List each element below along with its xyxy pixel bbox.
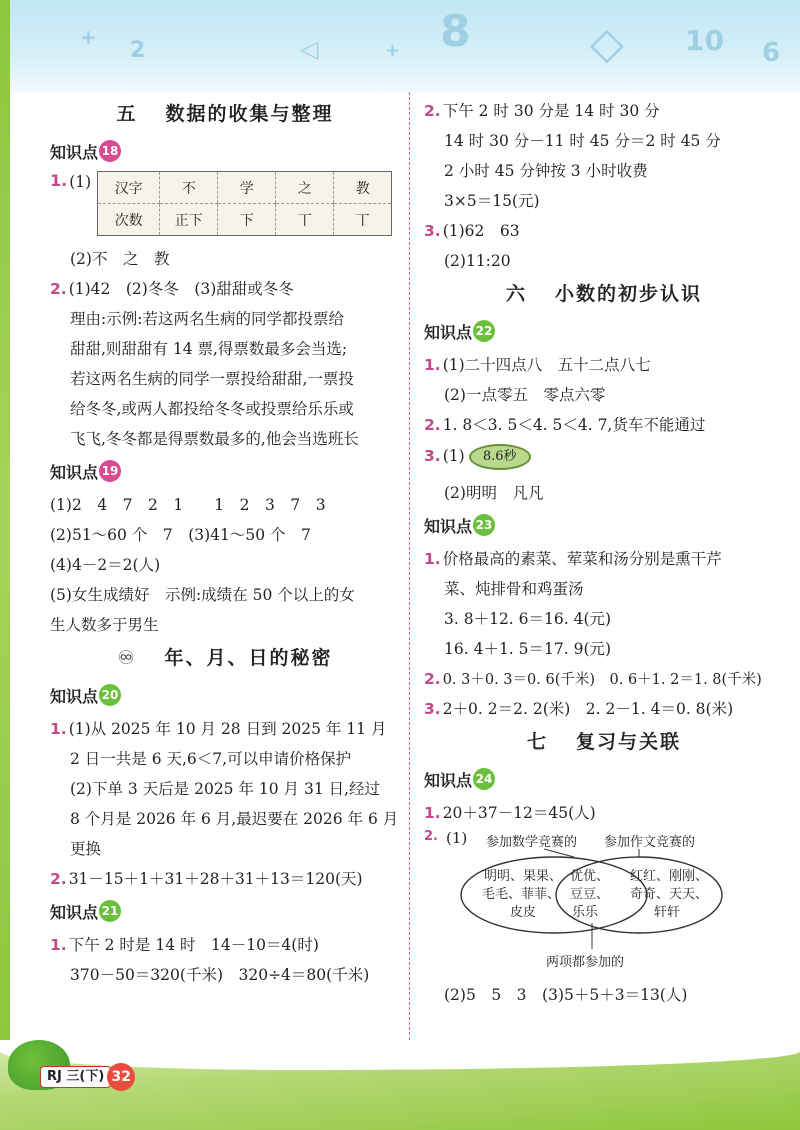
answer-line: 20＋37－12＝45(人) [442, 804, 596, 822]
venn-label-writing: 参加作文竞赛的 [604, 835, 696, 850]
kp-number-badge: 23 [473, 514, 495, 536]
sub-question-label: (1) [69, 173, 92, 191]
venn-label-both: 两项都参加的 [546, 955, 625, 970]
section-heading: 小数的初步认识 [555, 283, 703, 305]
answer-line: 3×5＝15(元) [444, 192, 540, 210]
table-cell: 学 [218, 172, 276, 204]
answer-line: (1)从 2025 年 10 月 28 日到 2025 年 11 月 [68, 720, 387, 738]
question-number: 3. [424, 447, 441, 465]
question-number: 1. [424, 550, 441, 568]
section-heading: 复习与关联 [576, 731, 682, 753]
answer-line: 2 日一共是 6 天,6＜7,可以申请价格保护 [70, 750, 352, 768]
answer-line: 甜甜,则甜甜有 14 票,得票数最多会当选; [70, 340, 348, 358]
answer-line: 下午 2 时 30 分是 14 时 30 分 [442, 102, 660, 120]
answer-line: 3. 8＋12. 6＝16. 4(元) [444, 610, 612, 628]
answer-line: 给冬冬,或两人都投给冬冬或投票给乐乐或 [70, 400, 354, 418]
leader-line [544, 849, 574, 857]
answer-line: 生人数多于男生 [50, 616, 159, 634]
table-cell: 丅 [276, 204, 334, 236]
kp-label: 知识点 [424, 516, 473, 536]
question-number: 2. [424, 829, 438, 844]
table-cell: 正下 [160, 204, 218, 236]
question-number: 1. [424, 804, 441, 822]
header-banner [0, 0, 800, 92]
kp-number-badge: 18 [99, 140, 121, 162]
answer-line: 0. 3＋0. 3＝0. 6(千米) 0. 6＋1. 2＝1. 8(千米) [442, 672, 762, 688]
venn-left-item: 毛毛、菲菲、 [482, 887, 561, 902]
sub-question-label: (1) [446, 829, 468, 847]
answer-line: (2)51～60 个 7 (3)41～50 个 7 [50, 526, 311, 544]
answer-line: (2)明明 凡凡 [444, 484, 544, 502]
left-edge-strip [0, 0, 10, 1050]
answer-line: (2)5 5 3 (3)5＋5＋3＝13(人) [444, 986, 688, 1004]
section-number: ♾ [117, 647, 137, 669]
section-heading: 年、月、日的秘密 [164, 647, 333, 669]
venn-left-item: 皮皮 [510, 905, 537, 920]
answer-line: 2＋0. 2＝2. 2(米) 2. 2－1. 4＝0. 8(米) [442, 700, 734, 718]
venn-left-item: 明明、果果、 [484, 869, 563, 884]
knowledge-point-24 [424, 761, 784, 797]
venn-both-item: 豆豆、 [570, 887, 610, 902]
kp-label: 知识点 [50, 902, 99, 922]
decor-plus-icon: + [80, 25, 97, 49]
table-cell: 下 [218, 204, 276, 236]
answer-line: 31－15＋1＋31＋28＋31＋13＝120(天) [68, 870, 363, 888]
question-number: 1. [50, 171, 68, 190]
answer-line: 14 时 30 分－11 时 45 分＝2 时 45 分 [444, 132, 721, 150]
answer-line: (2)下单 3 天后是 2025 年 10 月 31 日,经过 [70, 780, 381, 798]
answer-line: (1)2 4 7 2 1 1 2 3 7 3 [50, 496, 326, 514]
answer-line: (2)一点零五 零点六零 [444, 386, 606, 404]
question-number: 2. [424, 416, 441, 434]
answer-line: 价格最高的素菜、荤菜和汤分别是熏干芹 [442, 550, 722, 568]
decor-digit-icon: 8 [440, 6, 471, 57]
answer-line: 370－50＝320(千米) 320÷4＝80(千米) [70, 966, 370, 984]
knowledge-point-19 [50, 453, 400, 489]
section-title-5 [50, 95, 400, 133]
tally-table [97, 171, 392, 236]
knowledge-point-20 [50, 677, 400, 713]
venn-both-item: 优优、 [570, 869, 610, 884]
table-cell: 丅 [334, 204, 392, 236]
decor-digit-icon: 10 [685, 24, 724, 57]
venn-both-item: 乐乐 [572, 905, 599, 920]
venn-label-math: 参加数学竞赛的 [486, 835, 578, 850]
decor-triangle-icon: ◁ [300, 35, 319, 63]
answer-line: 8 个月是 2026 年 6 月,最迟要在 2026 年 6 月 [70, 810, 399, 828]
question-number: 3. [424, 222, 441, 240]
table-cell: 次数 [114, 212, 143, 229]
question-number: 3. [424, 700, 441, 718]
question-number: 2. [50, 870, 67, 888]
right-column [424, 95, 784, 1009]
decor-plus-icon: + [385, 40, 401, 61]
section-title-7 [424, 723, 784, 761]
section-number: 六 [505, 283, 527, 305]
answer-bubble: 8.6秒 [469, 444, 531, 470]
question-number: 2. [424, 670, 441, 688]
question-number: 2. [50, 280, 67, 298]
venn-diagram [424, 827, 784, 979]
knowledge-point-21 [50, 893, 400, 929]
answer-line: (1)42 (2)冬冬 (3)甜甜或冬冬 [68, 280, 294, 298]
decor-digit-icon: 2 [130, 38, 146, 63]
table-cell: 汉字 [98, 172, 160, 204]
edition-tag: RJ 三(下) [40, 1066, 111, 1088]
kp-label: 知识点 [50, 142, 99, 162]
answer-line: 飞飞,冬冬都是得票数最多的,他会当选班长 [70, 430, 359, 448]
venn-right-item: 轩轩 [654, 905, 681, 920]
question-number: 1. [50, 720, 67, 738]
question-number: 2. [424, 102, 441, 120]
answer-line: (5)女生成绩好 示例:成绩在 50 个以上的女 [50, 586, 355, 604]
answer-line: 下午 2 时是 14 时 14－10＝4(时) [68, 936, 319, 954]
answer-line: (4)4－2＝2(人) [50, 556, 161, 574]
answer-line: 1. 8＜3. 5＜4. 5＜4. 7,货车不能通过 [442, 416, 706, 434]
table-row [98, 172, 392, 204]
answer-line: 若这两名生病的同学一票投给甜甜,一票投 [70, 370, 354, 388]
section-heading: 数据的收集与整理 [165, 103, 334, 125]
kp-label: 知识点 [424, 770, 473, 790]
section-number: 五 [116, 103, 138, 125]
knowledge-point-22 [424, 313, 784, 349]
section-title-6 [424, 275, 784, 313]
left-column [50, 95, 400, 989]
answer-line: 理由:示例:若这两名生病的同学都投票给 [70, 310, 344, 328]
answer-line: (1)62 63 [442, 222, 520, 240]
table-row [98, 204, 392, 236]
answer-line: 16. 4＋1. 5＝17. 9(元) [444, 640, 612, 658]
column-divider [409, 92, 410, 1040]
table-cell: 教 [334, 172, 392, 204]
kp-number-badge: 22 [473, 320, 495, 342]
knowledge-point-18 [50, 133, 400, 169]
kp-number-badge: 20 [99, 684, 121, 706]
decor-digit-icon: 6 [762, 38, 781, 68]
page-number: 32 [107, 1063, 135, 1091]
section-number: 七 [526, 731, 548, 753]
kp-label: 知识点 [50, 686, 99, 706]
answer-line: (2)不 之 教 [70, 250, 170, 268]
page-footer [40, 1064, 135, 1090]
question-number: 1. [424, 356, 441, 374]
knowledge-point-23 [424, 507, 784, 543]
answer-line: 2 小时 45 分钟按 3 小时收费 [444, 162, 648, 180]
venn-right-item: 奇奇、天天、 [630, 887, 709, 902]
decor-diamond-icon: ◇ [590, 18, 624, 69]
answer-line: 更换 [70, 840, 102, 858]
kp-label: 知识点 [50, 462, 99, 482]
answer-line: (1)二十四点八 五十二点八七 [442, 356, 651, 374]
kp-number-badge: 24 [473, 768, 495, 790]
kp-label: 知识点 [424, 322, 473, 342]
kp-number-badge: 21 [99, 900, 121, 922]
answer-line: 菜、炖排骨和鸡蛋汤 [444, 580, 584, 598]
answer-line: (2)11:20 [444, 252, 511, 270]
section-title-fun [50, 639, 400, 677]
table-cell: 之 [276, 172, 334, 204]
sub-question-label: (1) [442, 447, 465, 465]
question-1-tally [50, 169, 400, 243]
table-cell: 不 [160, 172, 218, 204]
kp-number-badge: 19 [99, 460, 121, 482]
venn-right-item: 红红、刚刚、 [630, 869, 709, 884]
question-number: 1. [50, 936, 67, 954]
